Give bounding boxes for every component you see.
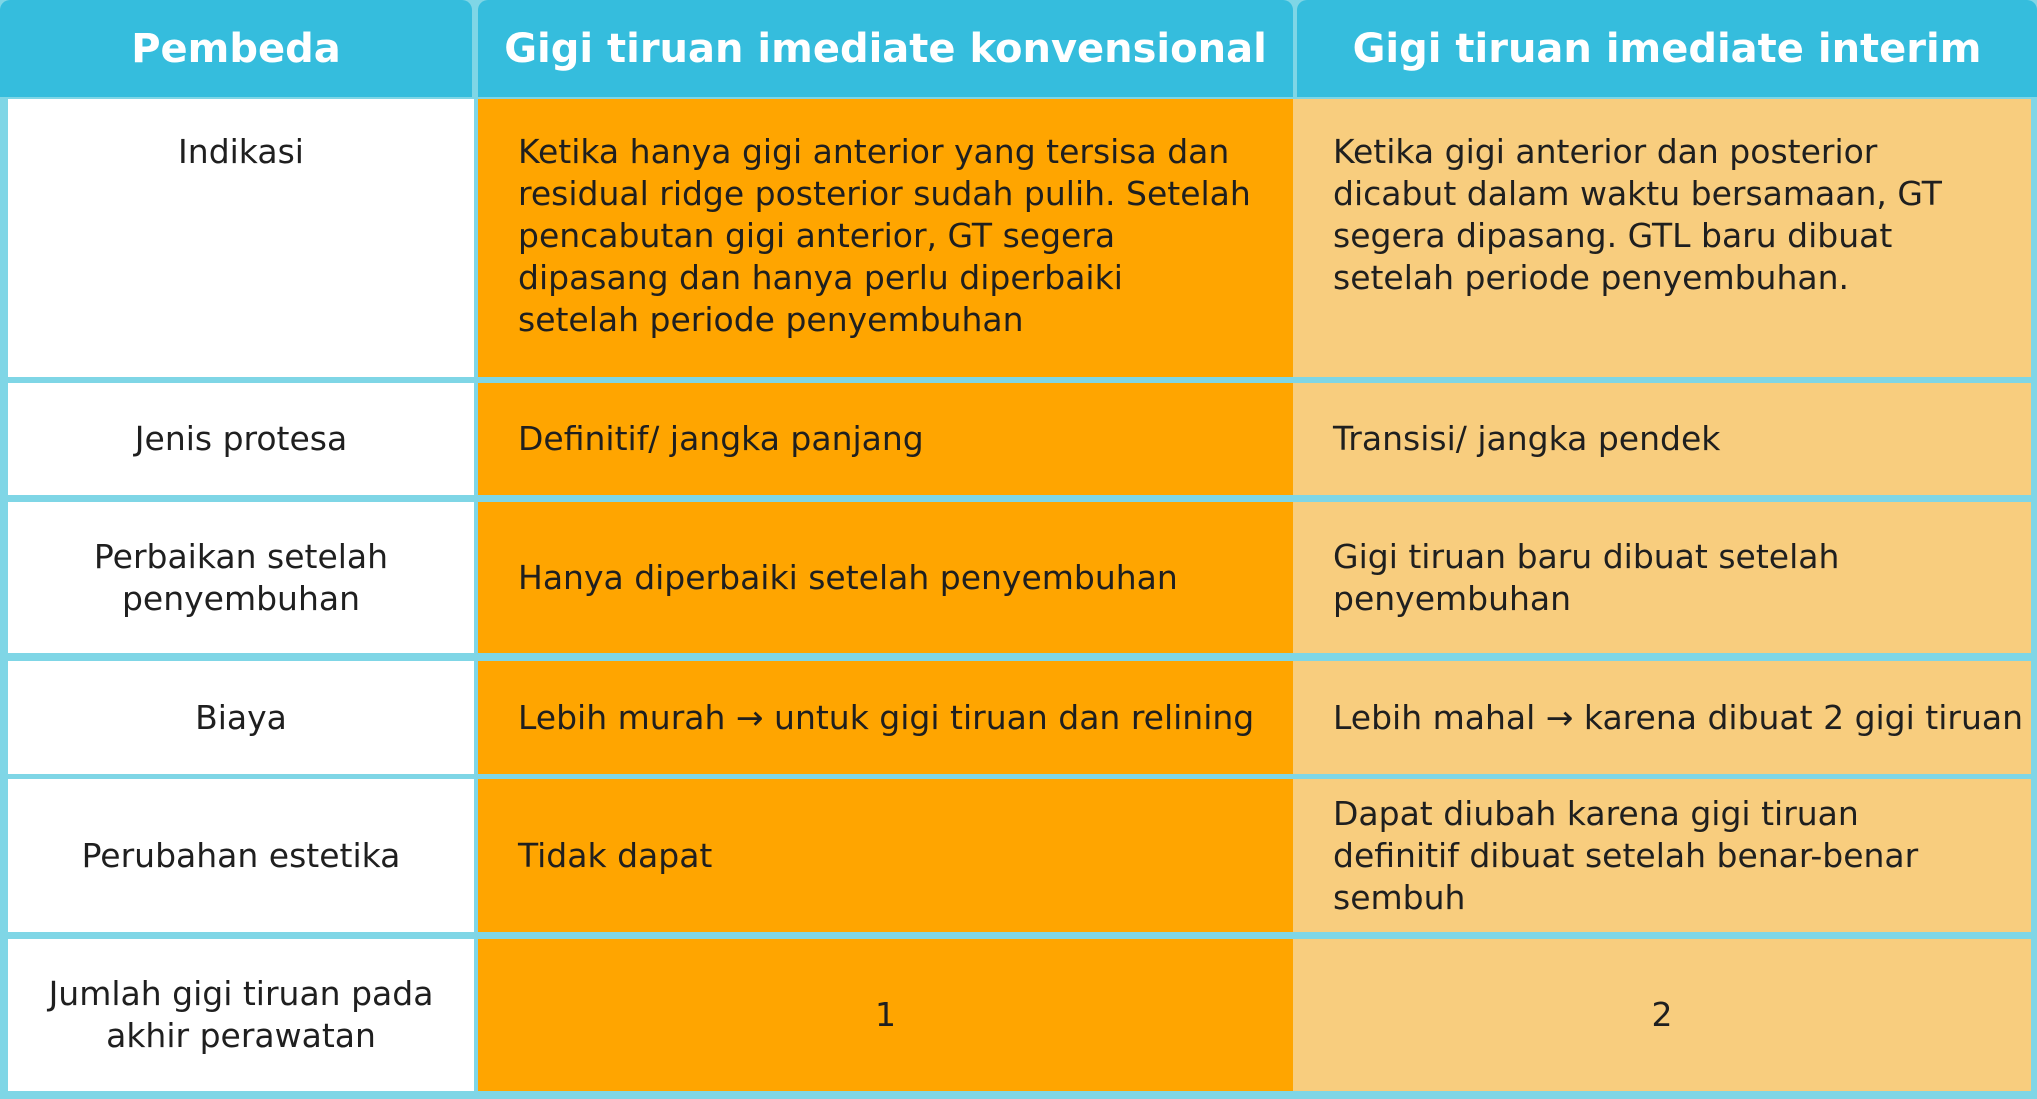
row-label-biaya: [8, 661, 474, 774]
cell-interim-perbaikan: [1293, 502, 2031, 653]
row-label-text: Jumlah gigi tiruan pada akhir perawatan: [48, 974, 434, 1055]
cell-text: Tidak dapat: [518, 835, 713, 875]
row-label-perbaikan: [8, 502, 474, 653]
cell-interim-jenis-protesa: [1293, 383, 2031, 495]
row-label-indikasi: [8, 99, 474, 377]
cell-konvensional-jumlah: [478, 939, 1293, 1091]
row-label-jumlah-gigi-tiruan: [8, 939, 474, 1091]
cell-text: Ketika gigi anterior dan posterior dicabut dalam waktu bersamaan, GT segera dipasang. GTL baru dibuat setelah periode penyembuhan.: [1333, 132, 1942, 297]
row-label-jenis-protesa: [8, 383, 474, 495]
cell-text: 1: [875, 995, 896, 1034]
cell-konvensional-biaya: [478, 661, 1293, 774]
row-label-text: Indikasi: [178, 132, 304, 171]
cell-text: Gigi tiruan baru dibuat setelah penyembuhan: [1333, 536, 1840, 618]
header-interim-label: Gigi tiruan imediate interim: [1352, 25, 1982, 72]
header-konvensional: [478, 0, 1293, 97]
cell-interim-perubahan-estetika: [1293, 779, 2031, 932]
cell-konvensional-jenis-protesa: [478, 383, 1293, 495]
cell-konvensional-perubahan-estetika: [478, 779, 1293, 932]
cell-konvensional-indikasi: [478, 99, 1293, 377]
cell-text: Transisi/ jangka pendek: [1333, 419, 1721, 458]
cell-text: Definitif/ jangka panjang: [518, 419, 924, 458]
row-label-perubahan-estetika: [8, 779, 474, 932]
cell-text: Dapat diubah karena gigi tiruan definitif dibuat setelah benar-benar sembuh: [1333, 793, 1919, 917]
header-pembeda-label: Pembeda: [131, 25, 341, 72]
cell-text: Ketika hanya gigi anterior yang tersisa dan residual ridge posterior sudah pulih. Setelah pencabutan gigi anterior, GT segera dipasang dan hanya perlu diperbaiki setelah periode penyembuhan: [518, 132, 1251, 339]
cell-interim-jumlah: [1293, 939, 2031, 1091]
header-pembeda: [0, 0, 472, 97]
cell-text: Lebih mahal → karena dibuat 2 gigi tiruan: [1333, 697, 2024, 737]
row-label-text: Perubahan estetika: [81, 835, 401, 875]
cell-interim-indikasi: [1293, 99, 2031, 377]
header-konvensional-label: Gigi tiruan imediate konvensional: [504, 25, 1267, 72]
cell-konvensional-perbaikan: [478, 502, 1293, 653]
cell-interim-biaya: [1293, 661, 2031, 774]
row-label-text: Jenis protesa: [134, 419, 348, 458]
cell-text: Hanya diperbaiki setelah penyembuhan: [518, 557, 1178, 597]
cell-text: 2: [1651, 995, 1673, 1034]
row-label-text: Perbaikan setelah penyembuhan: [93, 536, 389, 618]
header-interim: [1297, 0, 2037, 97]
row-label-text: Biaya: [195, 697, 287, 737]
cell-text: Lebih murah → untuk gigi tiruan dan relining: [518, 697, 1255, 737]
